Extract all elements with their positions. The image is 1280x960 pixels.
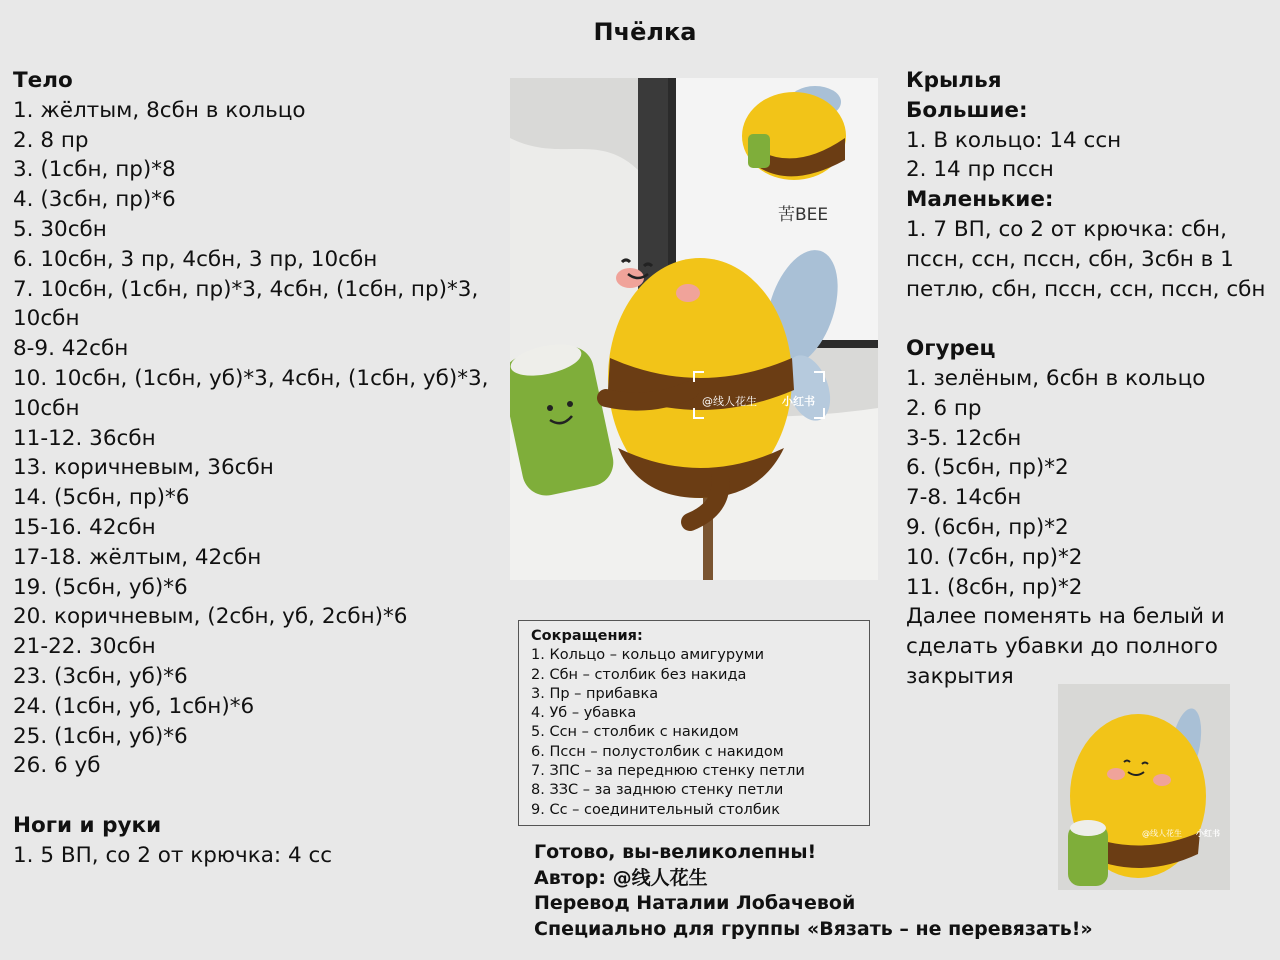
bee-photo (510, 78, 878, 580)
cucumber-row: 1. зелёным, 6сбн в кольцо (906, 365, 1206, 391)
body-row: 20. коричневым, (2сбн, уб, 2сбн)*6 (13, 604, 408, 630)
body-row: 15-16. 42сбн (13, 514, 156, 540)
legs-row: 1. 5 ВП, со 2 от крючка: 4 сс (13, 842, 333, 868)
cucumber-row: 6. (5сбн, пр)*2 (906, 455, 1069, 481)
subheading-big-wings: Большие: (906, 97, 1028, 123)
body-row: 10сбн (13, 306, 80, 332)
book-text: 苦BEE (778, 205, 829, 225)
cucumber-row: 3-5. 12сбн (906, 425, 1022, 451)
body-row: 10сбн (13, 395, 80, 421)
abbreviation-item: 3. Пр – прибавка (531, 685, 659, 702)
section-heading-legs: Ноги и руки (13, 812, 162, 838)
section-heading-cucumber: Огурец (906, 336, 996, 362)
abbreviation-item: 2. Сбн – столбик без накида (531, 666, 747, 683)
abbreviation-item: 9. Сс – соединительный столбик (531, 801, 780, 818)
credits-author: Автор: @线人花生 (534, 866, 708, 889)
cucumber-row: 11. (8сбн, пр)*2 (906, 574, 1083, 600)
cucumber-row: 9. (6сбн, пр)*2 (906, 514, 1069, 540)
body-row: 11-12. 36сбн (13, 425, 156, 451)
section-heading-wings: Крылья (906, 68, 1002, 93)
watermark-brand: 小红书 (782, 395, 815, 408)
section-heading-body: Тело (13, 68, 73, 93)
abbreviations-box (518, 620, 870, 826)
body-row: 14. (5сбн, пр)*6 (13, 485, 190, 511)
body-row: 5. 30сбн (13, 216, 107, 242)
body-row: 17-18. жёлтым, 42сбн (13, 544, 262, 570)
body-row: 19. (5сбн, уб)*6 (13, 574, 188, 600)
credits-translation: Перевод Наталии Лобачевой (534, 892, 856, 914)
body-row: 25. (1сбн, уб)*6 (13, 723, 188, 749)
abbreviations-heading: Сокращения: (531, 628, 643, 644)
credits-done: Готово, вы-великолепны! (534, 841, 817, 863)
page-title: Пчёлка (593, 18, 697, 46)
subheading-small-wings: Маленькие: (906, 187, 1054, 213)
body-row: 3. (1сбн, пр)*8 (13, 157, 176, 183)
wings-row: пссн, ссн, пссн, сбн, 3сбн в 1 (906, 246, 1234, 272)
wings-row: 1. 7 ВП, со 2 от крючка: сбн, (906, 216, 1227, 242)
body-row: 26. 6 уб (13, 753, 101, 779)
watermark-handle: @线人花生 (702, 395, 757, 408)
body-row: 6. 10сбн, 3 пр, 4сбн, 3 пр, 10сбн (13, 246, 378, 272)
body-row: 1. жёлтым, 8сбн в кольцо (13, 97, 306, 123)
abbreviation-item: 8. ЗЗС – за заднюю стенку петли (531, 782, 784, 799)
cucumber-note: Далее поменять на белый и сделать убавки до полного закрытия (906, 604, 1225, 689)
wings-row: 2. 14 пр пссн (906, 157, 1054, 183)
body-row: 10. 10сбн, (1сбн, уб)*3, 4сбн, (1сбн, уб)*3, (13, 365, 489, 391)
body-row: 2. 8 пр (13, 127, 89, 153)
watermark-brand-small: 小红书 (1196, 829, 1220, 838)
cucumber-row: 7-8. 14сбн (906, 485, 1022, 511)
abbreviation-item: 7. ЗПС – за переднюю стенку петли (531, 763, 805, 780)
body-row: 7. 10сбн, (1сбн, пр)*3, 4сбн, (1сбн, пр)*3, (13, 276, 479, 302)
abbreviation-item: 1. Кольцо – кольцо амигуруми (531, 647, 765, 664)
body-row: 4. (3сбн, пр)*6 (13, 187, 176, 213)
body-row: 24. (1сбн, уб, 1сбн)*6 (13, 693, 255, 719)
wings-row: 1. В кольцо: 14 ссн (906, 127, 1122, 153)
cucumber-row: 2. 6 пр (906, 395, 982, 421)
abbreviation-item: 6. Пссн – полустолбик с накидом (531, 743, 784, 760)
abbreviation-item: 5. Ссн – столбик с накидом (531, 724, 739, 741)
body-row: 23. (3сбн, уб)*6 (13, 663, 188, 689)
credits (534, 840, 1093, 942)
wings-row: петлю, сбн, пссн, ссн, пссн, сбн (906, 276, 1266, 302)
body-row: 13. коричневым, 36сбн (13, 455, 274, 481)
wings-cucumber-instructions (906, 66, 1278, 692)
credits-group: Специально для группы «Вязать – не перевязать!» (534, 917, 1093, 940)
watermark-handle-small: @线人花生 (1142, 829, 1182, 838)
cucumber-row: 10. (7сбн, пр)*2 (906, 544, 1083, 570)
body-row: 8-9. 42сбн (13, 336, 129, 362)
abbreviation-item: 4. Уб – убавка (531, 705, 637, 722)
body-instructions (13, 66, 508, 871)
body-row: 21-22. 30сбн (13, 634, 156, 660)
